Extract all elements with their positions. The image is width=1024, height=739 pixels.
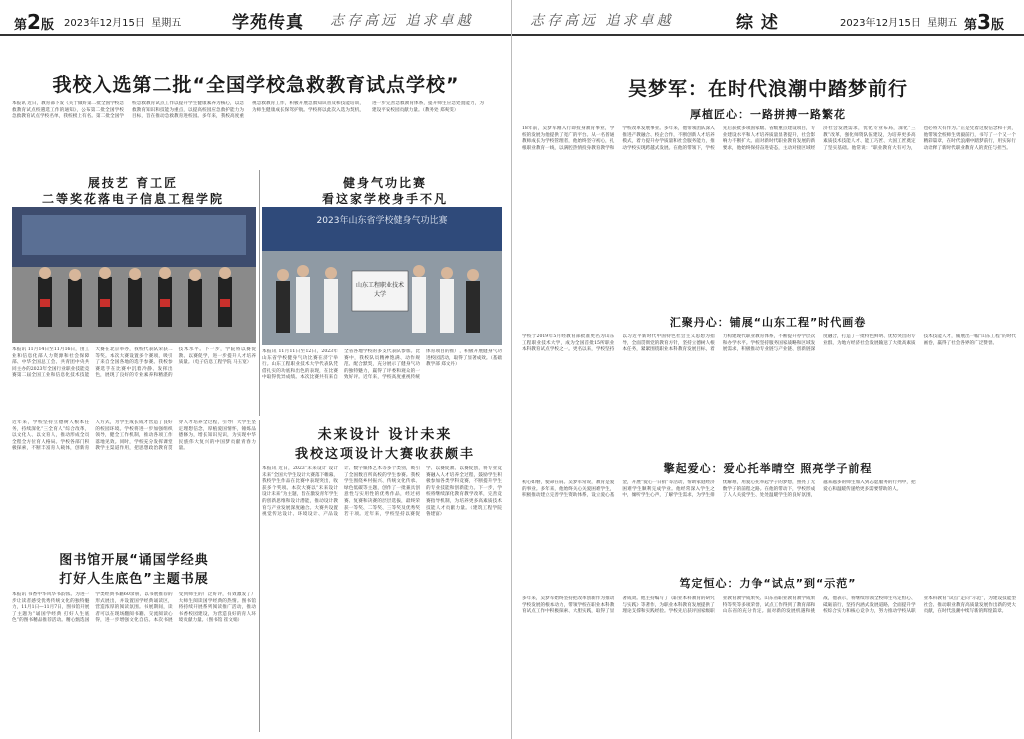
section-heading-2: 汇聚丹心：铺展“山东工程”时代画卷 bbox=[669, 316, 867, 329]
section-title: 综 述 bbox=[736, 13, 779, 33]
column-rule bbox=[259, 170, 260, 416]
qigong-team-photo bbox=[262, 207, 502, 345]
column-rule bbox=[259, 420, 260, 732]
award-ceremony-photo bbox=[12, 207, 256, 343]
section-title: 学苑传真 bbox=[232, 13, 304, 33]
section-heading-3: 擎起爱心：爱心托举晴空 照亮学子前程 bbox=[663, 462, 873, 475]
article-text: 近年来，学校坚持立德树人根本任务，持续深化“三全育人”综合改革，以文化人、以文育人，推动形成全员全程全方位育人格局。学校各部门积极探索，不断丰富育人载体，创新育人方式，为学生成长成才营造了良好的校园环境。学校将进一步加强组织领导，健全工作机制，推动各项工作落地见效。同时，学校充分发挥课堂教学主渠道作用，把思想政治教育贯穿人才培养全过程，引导广大学生坚定理想信念，厚植爱国情怀，锤炼品德修为，增长知识见识，为实现中华民族伟大复兴的中国梦贡献青春力量。 bbox=[12, 420, 256, 452]
page-3-headline: 吴梦军：在时代浪潮中踏梦前行 bbox=[627, 78, 908, 100]
story-title-qigong-line2: 看这家学校身手不凡 bbox=[321, 192, 448, 206]
story-title-design-line1: 未来设计 设计未来 bbox=[317, 427, 453, 443]
page-2-header bbox=[0, 0, 511, 36]
article-text: 学校于2019年5月经教育部批准更名为山东工程职业技术大学，成为全国首批15所职业本科教育试点学校之一。更名以来，学校坚持以习近平新时代中国特色社会主义思想为指导，全面贯彻党的教育方针，坚持立德树人根本任务，紧紧围绕职业本科教育发展目标，着力构建现代职业教育体系，不断提升办学层次和办学水平。学校坚持服务国家战略和区域发展需求，积极推动专业链与产业链、创新链深度融合，打造了一批特色鲜明、优势突出的专业群，为地方经济社会发展输送了大批高素质技术技能人才，铺展出一幅“山东工程”的时代画卷，赢得了社会各界的广泛赞誉。 bbox=[522, 334, 1016, 353]
story-title-library-line2: 打好人生底色”主题书展 bbox=[59, 572, 209, 587]
article-text: 本报讯 11月14日至11月16日，由工业和信息化部人力资源和社会保障部、中华全国总工会、共青团中央共同主办的2023年全国行业职业技能竞赛第二届全国工业和信息化技术技能大赛在北京举办，我校代表队荣获二等奖。本次大赛设置多个赛项，吸引了来自全国各地的选手参赛。我校参赛选手在比赛中沉着冷静、发挥出色，展现了良好的专业素养和精湛的技术水平。下一步，学院将以赛促教、以赛促学，进一步提升人才培养质量。（电子信息工程学院 马玉宽） bbox=[12, 347, 256, 379]
masthead-motto: 志存高远 追求卓越 bbox=[530, 13, 674, 29]
issue-date: 2023年12月15日 星期五 bbox=[64, 18, 182, 29]
page-number: 第3版 bbox=[964, 10, 1004, 34]
page-2-headline: 我校入选第二批“全国学校急救教育试点学校” bbox=[52, 74, 460, 96]
team-sign-text: 山东工程职业技术大学 bbox=[355, 282, 404, 298]
issue-date: 2023年12月15日 星期五 bbox=[840, 18, 958, 29]
section-heading-1: 厚植匠心：一路拼搏一路繁花 bbox=[690, 108, 846, 121]
story-title-award-line2: 二等奖花落电子信息工程学院 bbox=[41, 192, 224, 206]
story-title-design-line2: 我校这项设计大赛收获颇丰 bbox=[294, 447, 475, 462]
page-3-header bbox=[512, 0, 1024, 36]
article-text: 多年来，吴梦军始终坚持把改革创新作为推动学校发展的根本动力，带领学校在职业本科教育试点工作中积极探索、大胆实践，取得了显著成效。他主持编写了《职业本科教育的研究与实践》等著作，为职业本科教育发展提供了理论支撑和实践经验。学校先后获评国家级职业教育教学成果奖、山东省职业教育教学成果特等奖等多项荣誉，试点工作得到了教育部和山东省的充分肯定。面对新的发展机遇和挑战，他表示，将继续带领全校师生笃定恒心、砥砺前行，坚持内涵式发展道路，全面提升学校综合实力和核心竞争力，努力推动学校从职业本科教育“试点”走向“示范”，为建设技能型社会、推动职业教育高质量发展作出新的更大贡献，在时代浪潮中续写新的辉煌篇章。 bbox=[522, 596, 1016, 615]
page-3 bbox=[512, 0, 1024, 739]
article-text: 本报讯 近日，教育部下发《关于做好第二批全国学校急救教育试点校遴选工作的通知》，公布第二批全国学校急救教育试点学校名单，我校榜上有名。第二批全国学校急救教育试点工作以提升学生健康素养为核心，以急救教育知识和技能为重点，以提高校园应急救护能力为目标，旨在推动急救教育进校园。多年来，我校高度重视急救教育工作，积极开展急救知识普及和技能培训，为师生健康成长保驾护航。学校将以此次入选为契机，进一步完善急救教育体系，提升师生应急处置能力，为建设平安校园贡献力量。（教务处 郑爽雯） bbox=[12, 101, 484, 120]
article-text: 本报讯 书香中华风华书韵浓。为进一步让读者感受优秀传统文化的独特魅力，11月1日—11月7日，图书馆开展了主题为“诵国学经典 打好人生底色”的图书精品推荐活动。精心甄选国学类经典书籍60余册，以书展推荐的形式展出，并设置国学经典诵读区，营造浓厚的阅读氛围。书展期间，读者可以在现场翻阅书籍、交流阅读心得，进一步增强文化自信。本次书展受到师生的广泛好评，有效激发了广大师生阅读国学经典的热情。图书馆将持续开展系列阅读推广活动，推动书香校园建设，为营造良好的育人环境贡献力量。（图书馆 崔文娟） bbox=[12, 592, 256, 624]
story-title-library-line1: 图书馆开展“诵国学经典 bbox=[59, 553, 209, 568]
section-heading-4: 笃定恒心：力争“试点”到“示范” bbox=[679, 577, 857, 590]
photo-banner-text: 2023年山东省学校健身气功比赛 bbox=[316, 216, 448, 226]
masthead-motto: 志存高远 追求卓越 bbox=[330, 13, 474, 29]
story-title-award-line1: 展技艺 育工匠 bbox=[87, 176, 179, 190]
story-title-qigong-line1: 健身气功比赛 bbox=[342, 176, 427, 190]
article-text: 18年前，吴梦军刚入行即投身教育事业，学校的发展为他提供了宽广的平台。从一名普通教师成长为学校管理者，他始终坚守初心，扎根职业教育一线，以满腔热情投身教育教学和学校改革发展事业。多年来，他带领团队深入推进产教融合、校企合作，不断创新人才培养模式，着力提升办学质量和社会服务能力，推动学校实现跨越式发展。在他的带领下，学校先后获批多项国家级、省级重点建设项目，专业建设水平和人才培养质量显著提升，社会影响力不断扩大。面对新时代职业教育发展的新要求，他始终保持奋进姿态，主动对接区域经济社会发展需求，优化专业布局，深化“三教”改革，强化师资队伍建设，为培养更多高素质技术技能人才、能工巧匠、大国工匠奠定了坚实基础。他常说：“职业教育大有可为，也必将大有作为。”正是凭着这股信念和干劲，他带领全校师生勇毅前行，书写了一个又一个精彩篇章，在时代浪潮中踏梦前行，用实际行动诠释了新时代职业教育人的责任与担当。 bbox=[522, 126, 1016, 151]
article-text: 本报讯 11月11日至12日，2023年山东省学校健身气功比赛在济宁举行。山东工程职业技术大学代表队凭借扎实的功底和出色的表现，在比赛中取得优异成绩。本次比赛共有来自全省各地学校的多支代表队参加。比赛中，我校队员精神饱满、动作规范、配合默契，充分展示了健身气功的独特魅力，赢得了评委和观众的一致好评。近年来，学校高度重视传统体育项目的推广，积极开展健身气功进校园活动，取得了显著成效。（基础教学部 郑文丹） bbox=[262, 349, 502, 381]
page-number: 第2版 bbox=[14, 10, 54, 34]
article-text: 初心如磐，使命在肩。吴梦军常说，教育是爱的事业。多年来，他始终关心关爱困难学生，积极推动建立完善学生资助体系，设立爱心基金，开展“爱心一日捐”等活动，帮助家庭经济困难学生顺利完成学业。他经常深入学生之中，倾听学生心声，了解学生需求，为学生排忧解难，用爱心托举起学子的梦想，照亮了无数学子的前程之路。在他的带动下，学校形成了人人关爱学生、处处温暖学生的良好氛围，越来越多的师生加入到志愿服务的行列中，把爱心和温暖传递给更多需要帮助的人。 bbox=[522, 480, 916, 499]
article-text: 本报讯 近日，2023“未来设计 设计未来”全国大学生设计大赛落下帷幕，我校学生作品在比赛中表现突出，收获多个奖项。本次大赛以“未来设计 设计未来”为主题，旨在激发青年学生的创新思维和设计潜能，推动设计教育与产业发展深度融合。大赛共设置视觉传达设计、环境设计、产品设计、数字媒体艺术等多个类别，吸引了全国数百所高校的学生参赛。我校学生围绕乡村振兴、传统文化传承、绿色低碳等主题，创作了一批兼具创意性与实用性的优秀作品，经过初赛、复赛和决赛的层层选拔，最终荣获一等奖、二等奖、三等奖及优秀奖若干项。近年来，学校坚持以赛促学、以赛促教、以赛促创，将专业竞赛融入人才培养全过程，鼓励学生积极参加各类学科竞赛，不断提升学生的专业技能和创新能力。下一步，学校将继续深化教育教学改革，完善竞赛指导机制，为培养更多高素质技术技能人才贡献力量。（建筑工程学院 鲁建富） bbox=[262, 466, 502, 518]
